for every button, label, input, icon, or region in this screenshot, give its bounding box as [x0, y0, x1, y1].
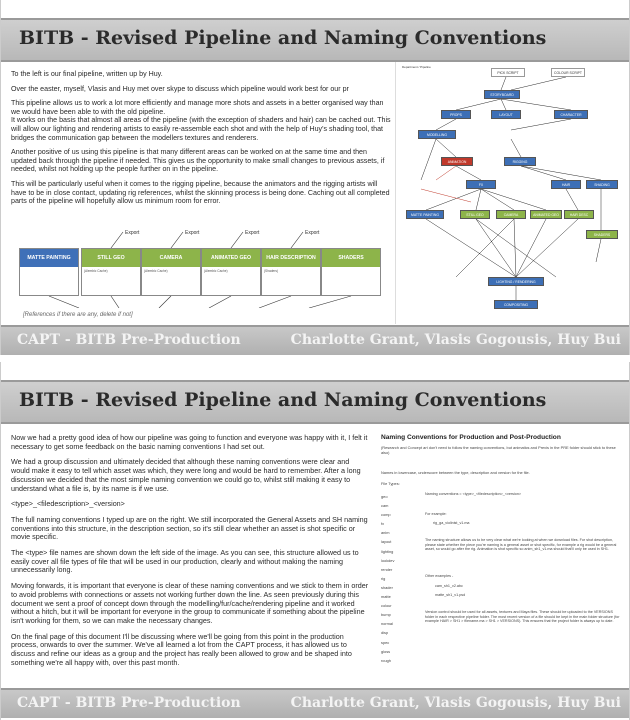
paragraph: Moving forwards, it is important that everyone is clear of these naming conventions and we stick to them in order to avoid problems with connections or assets not working further down the line. As seen previously during this document we sent a proof of concept down through the modelling/fur/cache/rendering pipeline and it worked without a hitch, but it will be important for everyone in the group to communicate if something about the pipeline isn't working for them, so we can make the necessary changes. — [11, 581, 369, 625]
paragraph: Now we had a pretty good idea of how our pipeline was going to function and everyone was happy with it, I felt it necessary to get some feedback on the basic naming conventions I had set out. — [11, 433, 368, 451]
flow-node: HAIR — [551, 180, 581, 189]
description-note: The naming structure allows us to be very clear what we're looking at when we download files. For shot description, please state whether the piece you're naming is a general asset or shot specific, for example a rig would be a general asset, so would go after the rig. Animation is shot specific so anim_sh1_v1.ma should that'll only be used in SH1. — [425, 538, 617, 552]
flow-node: MODELLING — [418, 130, 456, 139]
flow-node: SHADERS — [586, 230, 618, 239]
paragraph: Another positive of us using this pipeline is that many different areas can be worked on at the same time and then updated back through the pipeline if needed. This gives us the opportunity to make small changes to previous assets, if needed, whilst not holding up the people further on in the pipeline. — [11, 148, 385, 174]
pipeline-box-sub: (Alembic Cache) — [204, 269, 228, 273]
flow-node: COMPOSITING — [494, 300, 538, 309]
pipeline-box-sub: (Alembic Cache) — [144, 269, 168, 273]
flow-node: CHARACTER — [554, 110, 588, 119]
file-type: layout — [381, 539, 392, 545]
pipeline-box-sub: (Alembic Cache) — [84, 269, 108, 273]
flow-node: STILL GEO — [460, 210, 490, 219]
file-types-label: File Types: — [381, 481, 400, 486]
paragraph: This will be particularly useful when it comes to the rigging pipeline, because the animators and the rigging artists will have to be in close contact, updating rig references, whilst the skinning process is being done. Caching out all completed parts of the pipeline will hopefully allow us minimum room for error. — [11, 179, 390, 206]
slide-banner — [1, 18, 630, 62]
file-type: fx — [381, 521, 385, 527]
file-type: disp — [381, 630, 389, 636]
pipeline-diagram-small — [9, 228, 394, 308]
slide-footer — [1, 325, 630, 355]
pipeline-box-sub: (Shaders) — [264, 269, 278, 273]
footer-course: CAPT - BITB Pre-Production — [17, 332, 241, 348]
slide-naming — [0, 362, 630, 720]
file-type: colour — [381, 603, 392, 609]
convention-line: <type>_<filedescription>_<version> — [11, 499, 125, 509]
pipeline-box — [19, 248, 79, 296]
flow-node: ANIMATION — [441, 157, 473, 166]
other-example: matte_sh1_v1.psd — [435, 593, 466, 597]
naming-subtitle: (Research and Concept art don't need to follow the naming conventions, but animatics and Previs in the PRE folder should stick to these also) — [381, 445, 616, 455]
pipeline-text — [11, 70, 391, 212]
naming-text — [11, 434, 369, 674]
other-examples-label: Other examples - — [425, 574, 454, 578]
slide-footer — [1, 688, 630, 718]
file-type: lighting — [381, 548, 394, 554]
references-note: [References if there are any, delete if not] — [23, 312, 133, 318]
pipeline-box — [141, 248, 201, 296]
flow-node: COLOUR SCRIPT — [551, 68, 585, 77]
pipeline-box-label: STILL GEO — [82, 249, 140, 267]
file-type: comp — [381, 512, 391, 518]
flow-node: HAIR DESC — [564, 210, 594, 219]
file-type: matte — [381, 594, 391, 600]
file-type: gloss — [381, 648, 391, 654]
file-type: cam — [381, 503, 389, 509]
file-type: anim — [381, 530, 390, 536]
version-note: Version control should be used for all assets, textures and Maya files. These should be uploaded to the VERSIONS folder in each respective pipeline folder. The most recent version of a file should be kept in the main folder structure (for example HAIR > SH1 > filename.ma > SH1 > VERSIONS). This ensures that the project folder is always up to date. — [425, 610, 620, 624]
footer-authors: Charlotte Grant, Vlasis Gogousis, Huy Bui — [290, 695, 621, 711]
paragraph: Over the easter, myself, Vlasis and Huy met over skype to discuss which pipeline would work best for our pr — [11, 84, 349, 93]
slide-banner — [1, 380, 630, 424]
flow-node: PICK SCRIPT — [491, 68, 525, 77]
naming-intro: Names in lowercase, underscore between the type, description and version for the file. — [381, 470, 530, 475]
flow-node: FX — [466, 180, 496, 189]
file-type: rig — [381, 575, 386, 581]
example-value: rig_ga_violinist_v1.ma — [433, 521, 470, 525]
slide-title: BITB - Revised Pipeline and Naming Conventions — [19, 27, 547, 49]
flow-node: CAMERA — [496, 210, 526, 219]
pipeline-box — [201, 248, 261, 296]
flow-node: SHADING — [586, 180, 618, 189]
file-type: geo — [381, 494, 388, 499]
pipeline-box — [321, 248, 381, 296]
paragraph: To the left is our final pipeline, written up by Huy. — [11, 70, 163, 78]
paragraph: The <type> file names are shown down the left side of the image. As you can see, this structure allowed us to easily cover all file types of file that will be used in our production, clearly and without making the naming unnecessarily long. — [11, 548, 359, 575]
example-label: For example: — [425, 512, 447, 516]
export-label: Export — [185, 230, 200, 236]
file-type: spec — [381, 639, 390, 645]
file-type-list — [381, 492, 415, 665]
paragraph: We had a group discussion and ultimately decided that although these naming conventions were clear and would make it easy to tell which asset was which, they were long and would be hard to remember. After a long discussion we decided that the most simple naming convention we could go to, whilst still making it easy to understand what a file is, by its name is if we use. — [11, 457, 361, 493]
export-label: Export — [305, 230, 320, 236]
pipeline-box-label: HAIR DESCRIPTION — [262, 249, 320, 267]
pipeline-box-label: ANIMATED GEO — [202, 249, 260, 267]
flowchart-caption: Department / Pipeline — [402, 65, 431, 69]
file-type: lookdev — [381, 557, 395, 563]
flow-node: RIGGING — [504, 157, 536, 166]
naming-title: Naming Conventions for Production and Post-Production — [381, 434, 561, 441]
flow-node: ANIMATED GEO — [530, 210, 562, 219]
naming-convention: Naming conventions = <type>_<filedescription>_<version> — [425, 492, 522, 496]
flow-node: STORYBOARD — [484, 90, 520, 99]
slide-pipeline — [0, 0, 630, 355]
file-type: shader — [381, 584, 393, 590]
slide-title: BITB - Revised Pipeline and Naming Conventions — [19, 389, 547, 411]
naming-conventions-panel — [375, 432, 625, 684]
other-example: cam_sh1_v2.abc — [435, 584, 463, 588]
pipeline-box-label: CAMERA — [142, 249, 200, 267]
flow-node: LAYOUT — [491, 110, 521, 119]
paragraph: The full naming conventions I typed up are on the right. We still incorporated the General Assets and SH naming conventions into this structure, in the description section, so it's still clear whether an asset is shot specific or movie specific. — [11, 514, 368, 542]
export-label: Export — [125, 230, 140, 236]
flow-node: PROPS — [441, 110, 471, 119]
flow-node: LIGHTING / RENDERING — [488, 277, 544, 286]
file-type: normal — [381, 621, 393, 627]
pipeline-box — [261, 248, 321, 296]
pipeline-box-label: SHADERS — [322, 249, 380, 267]
paragraph: On the final page of this document I'll be discussing where we'll be going from this point in the production process, onwards to over the summer. We've all learned a lot from the CAPT process, it has allowed us to discuss and refine our ideas as a group and the project has really been allowed to grow and be shaped into something we're all happy with, over this past month. — [11, 631, 352, 667]
file-type: rough — [381, 657, 391, 663]
footer-course: CAPT - BITB Pre-Production — [17, 695, 241, 711]
pipeline-flowchart — [395, 62, 627, 324]
pipeline-box-label: MATTE PAINTING — [20, 249, 78, 267]
file-type: bump — [381, 612, 391, 618]
footer-authors: Charlotte Grant, Vlasis Gogousis, Huy Bui — [290, 332, 621, 348]
export-label: Export — [245, 230, 260, 236]
flow-node: MATTE PAINTING — [406, 210, 444, 219]
paragraph: This pipeline allows us to work a lot more efficiently and manage more shots and assets in a better organised way than we would have been able to with the old pipeline. It works on the basis that almost all areas of the pipeline (with the exception of shaders and hair) can be cached out. This will allow our lighting and rendering artists to easily re-assemble each shot and with the help of Huy's shading tool, that bridges the communication gap between the modellers textures and renderers. — [11, 99, 391, 142]
pipeline-box — [81, 248, 141, 296]
file-type: render — [381, 566, 393, 572]
